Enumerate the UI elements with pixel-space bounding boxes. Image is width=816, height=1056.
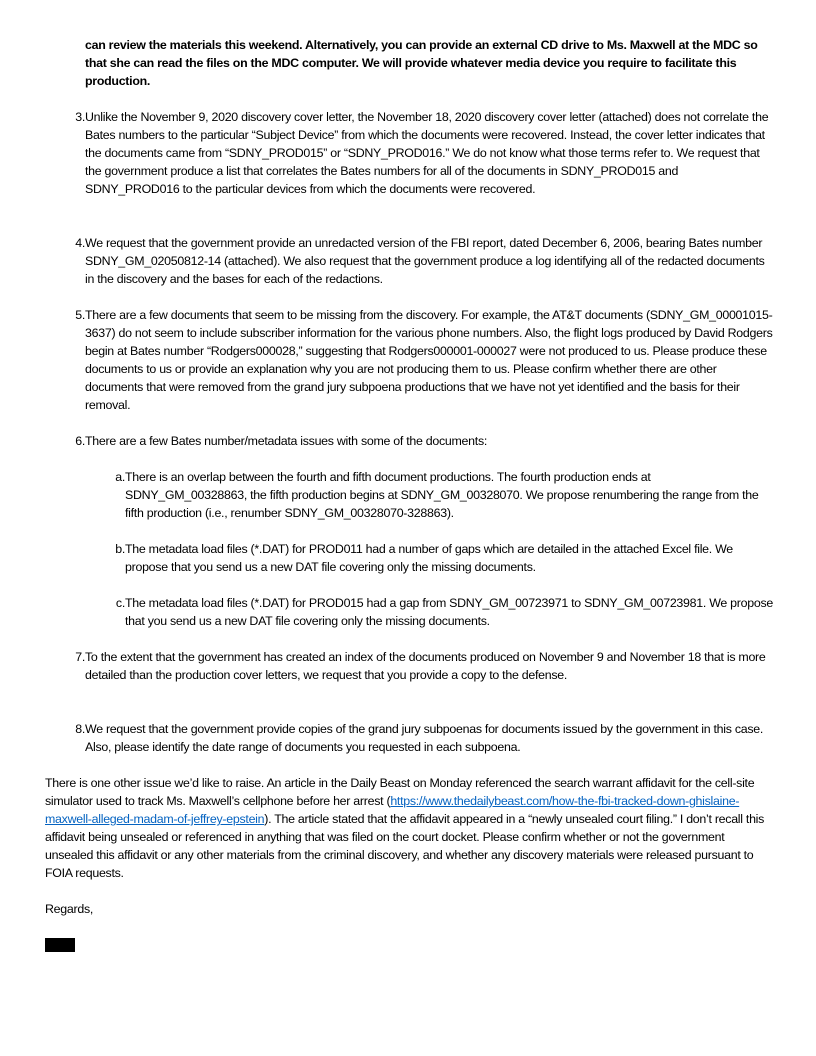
list-item-8 [68, 720, 774, 756]
sub-list-item-text: The metadata load files (*.DAT) for PROD011 had a number of gaps which are detailed in the attached Excel file. We propose that you send us a new DAT file covering only the missing documents. [125, 542, 733, 574]
list-item-text: There are a few documents that seem to be missing from the discovery. For example, the AT&T documents (SDNY_GM_00001015-3637) do not seem to include subscriber information for the various phone numbers. Also, the flight logs produced by David Rodgers begin at Bates number “Rodgers000028,” suggesting that Rodgers000001-000027 were not produced to us. Please produce these documents to us or provide an explanation why you are not producing them to us. Please confirm whether there are other documents that were removed from the grand jury subpoena productions that we have not yet identified and the basis for their removal. [85, 308, 773, 412]
list-item-text: We request that the government provide an unredacted version of the FBI report, dated December 6, 2006, bearing Bates number SDNY_GM_02050812-14 (attached). We also request that the government produce a log identifying all of the redacted documents in the discovery and the bases for each of the redactions. [85, 236, 765, 286]
continuation-paragraph: can review the materials this weekend. Alternatively, you can provide an external CD drive to Ms. Maxwell at the MDC so that she can read the files on the MDC computer. We will provide whatever media device you require to facilitate this production. [85, 38, 758, 88]
sub-list-item-b [108, 540, 774, 576]
sub-list-item-c [108, 594, 774, 630]
list-number: 3. [75, 110, 85, 124]
list-number: 7. [75, 650, 85, 664]
list-number: 4. [75, 236, 85, 250]
list-item-text: To the extent that the government has created an index of the documents produced on November 9 and November 18 that is more detailed than the production cover letters, we request that you provide a copy to the defense. [85, 650, 766, 682]
list-item-6 [68, 432, 774, 450]
list-item-text: There are a few Bates number/metadata issues with some of the documents: [85, 434, 488, 448]
list-item-7 [68, 648, 774, 684]
sub-list-letter: a. [115, 470, 125, 484]
redacted-signature [45, 938, 75, 952]
list-item-text: Unlike the November 9, 2020 discovery cover letter, the November 18, 2020 discovery cover letter (attached) does not correlate the Bates numbers to the particular “Subject Device” from which the documents were recovered. Instead, the cover letter indicates that the documents came from “SDNY_PROD015” or “SDNY_PROD016.” We do not know what those terms refer to. We request that the government produce a list that correlates the Bates numbers for all of the documents in SDNY_PROD015 and SDNY_PROD016 to the particular devices from which the documents were recovered. [85, 110, 769, 196]
list-item-5 [68, 306, 774, 414]
sub-list-item-text: The metadata load files (*.DAT) for PROD015 had a gap from SDNY_GM_00723971 to SDNY_GM_00723981. We propose that you send us a new DAT file covering only the missing documents. [125, 596, 773, 628]
closing-text-before-link: There is one other issue we’d like to raise. An article in the Daily Beast on Monday referenced the search warrant affidavit for the cell-site simulator used to track Ms. Maxwell’s cellphone before her arrest ( [45, 776, 755, 808]
sub-list-letter: c. [115, 596, 125, 610]
list-number: 8. [75, 722, 85, 736]
list-number: 6. [75, 434, 85, 448]
list-number: 5. [75, 308, 85, 322]
sub-list-item-a [108, 468, 774, 522]
closing-text-after-link: ). The article stated that the affidavit appeared in a “newly unsealed court filing.” I don’t recall this affidavit being unsealed or referenced in anything that was filed on the court docket. Please confirm whether or not the government unsealed this affidavit or any other materials from the criminal discovery, and whether any discovery materials were released pursuant to FOIA requests. [45, 812, 765, 880]
signoff: Regards, [45, 902, 94, 916]
sub-list-letter: b. [115, 542, 125, 556]
list-item-4 [68, 234, 774, 288]
list-item-3 [68, 108, 774, 198]
list-item-text: We request that the government provide copies of the grand jury subpoenas for documents issued by the government in this case. Also, please identify the date range of documents you requested in each subpoena. [85, 722, 764, 754]
closing-paragraph [45, 774, 775, 882]
sub-list-item-text: There is an overlap between the fourth and fifth document productions. The fourth production ends at SDNY_GM_00328863, the fifth production begins at SDNY_GM_00328070. We propose renumbering the range from the fifth production (i.e., renumber SDNY_GM_00328070-328863). [125, 470, 759, 520]
daily-beast-article-link[interactable]: https://www.thedailybeast.com/how-the-fbi-tracked-down-ghislaine-maxwell-alleged-madam-of-jeffrey-epstein [45, 794, 740, 826]
